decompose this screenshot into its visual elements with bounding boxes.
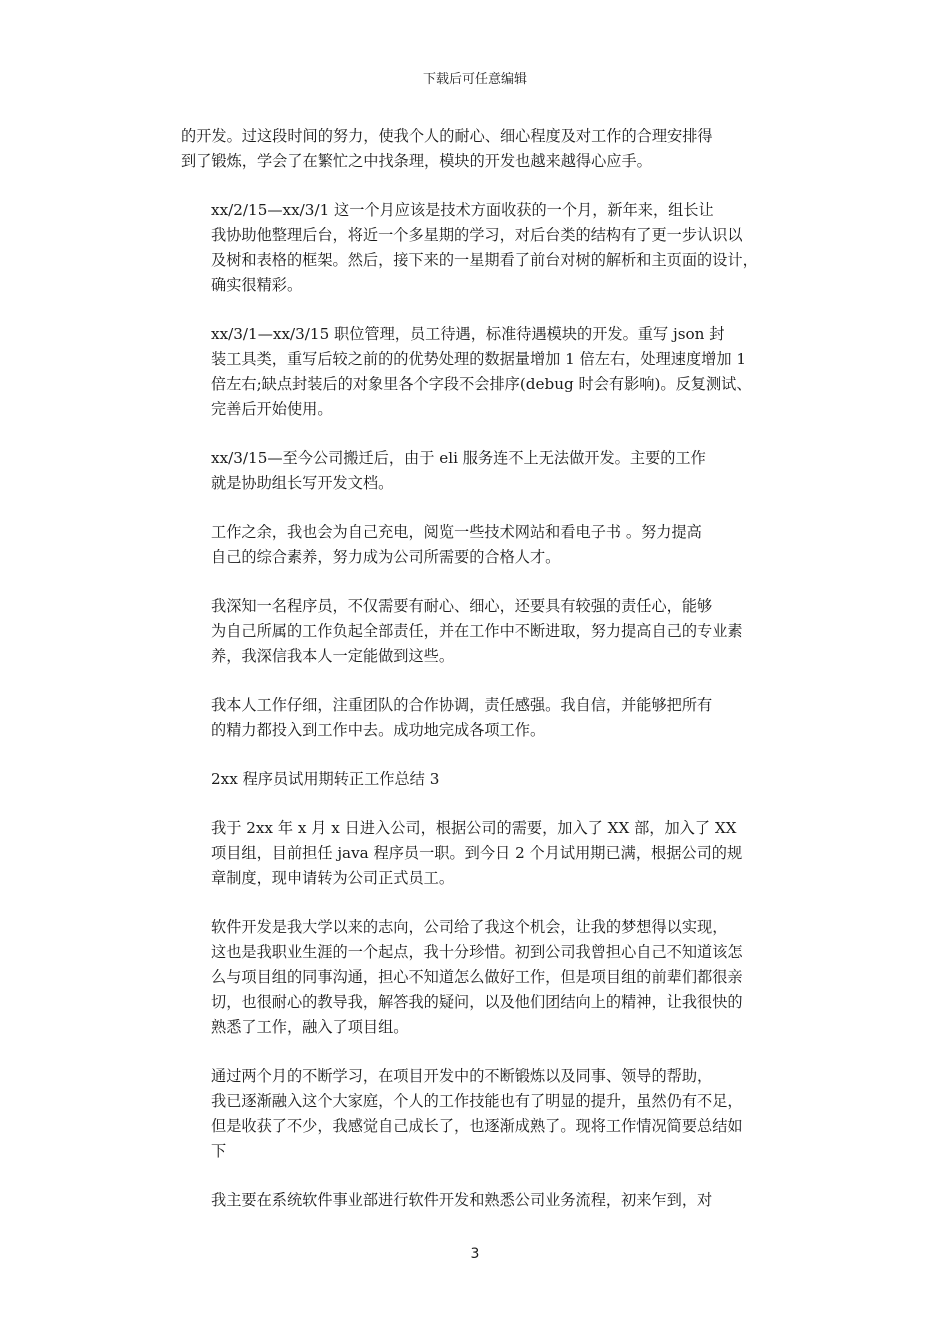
text-line: 就是协助组长写开发文档。 xyxy=(211,474,394,492)
text-line: 这也是我职业生涯的一个起点，我十分珍惜。初到公司我曾担心自己不知道该怎 xyxy=(211,943,743,961)
text-line: 养，我深信我本人一定能做到这些。 xyxy=(211,647,454,665)
paragraph xyxy=(181,1064,781,1164)
text-line: 完善后开始使用。 xyxy=(211,400,333,418)
paragraph xyxy=(181,446,781,496)
text-line: 我本人工作仔细，注重团队的合作协调，责任感强。我自信，并能够把所有 xyxy=(211,696,713,714)
text-line: 下 xyxy=(211,1142,227,1160)
text-line: 我深知一名程序员，不仅需要有耐心、细心，还要具有较强的责任心，能够 xyxy=(211,597,713,615)
text-line: 切，也很耐心的教导我，解答我的疑问，以及他们团结向上的精神，让我很快的 xyxy=(211,993,743,1011)
text-line: xx/3/1—xx/3/15 职位管理，员工待遇，标准待遇模块的开发。重写 json 封 xyxy=(211,325,725,343)
text-line: 熟悉了工作，融入了项目组。 xyxy=(211,1018,409,1036)
paragraph xyxy=(181,693,781,743)
paragraph xyxy=(181,1188,781,1213)
text-line: 我主要在系统软件事业部进行软件开发和熟悉公司业务流程，初来乍到，对 xyxy=(211,1191,713,1209)
text-line: 章制度，现申请转为公司正式员工。 xyxy=(211,869,454,887)
text-line: 为自己所属的工作负起全部责任，并在工作中不断进取，努力提高自己的专业素 xyxy=(211,622,743,640)
text-line: xx/3/15—至今公司搬迁后，由于 eli 服务连不上无法做开发。主要的工作 xyxy=(211,449,706,467)
paragraph xyxy=(181,594,781,669)
page-header: 下载后可任意编辑 xyxy=(422,72,527,87)
text-line: 的开发。过这段时间的努力，使我个人的耐心、细心程度及对工作的合理安排得 xyxy=(181,127,713,145)
paragraph xyxy=(181,520,781,570)
paragraph xyxy=(181,915,781,1040)
paragraph xyxy=(181,198,781,298)
text-line: 我协助他整理后台，将近一个多星期的学习，对后台类的结构有了更一步认识以 xyxy=(211,226,743,244)
text-line: 2xx 程序员试用期转正工作总结 3 xyxy=(211,770,440,788)
text-line: 确实很精彩。 xyxy=(211,276,303,294)
section-heading xyxy=(181,767,781,792)
text-line: 么与项目组的同事沟通，担心不知道怎么做好工作，但是项目组的前辈们都很亲 xyxy=(211,968,743,986)
paragraph xyxy=(181,124,781,174)
text-line: 软件开发是我大学以来的志向，公司给了我这个机会，让我的梦想得以实现， xyxy=(211,918,728,936)
text-line: 我已逐渐融入这个大家庭，个人的工作技能也有了明显的提升，虽然仍有不足， xyxy=(211,1092,743,1110)
paragraph xyxy=(181,816,781,891)
text-line: 到了锻炼，学会了在繁忙之中找条理，模块的开发也越来越得心应手。 xyxy=(181,152,652,170)
text-line: 自己的综合素养，努力成为公司所需要的合格人才。 xyxy=(211,548,561,566)
text-line: xx/2/15—xx/3/1 这一个月应该是技术方面收获的一个月，新年来，组长让 xyxy=(211,201,714,219)
text-line: 倍左右;缺点封装后的对象里各个字段不会排序(debug 时会有影响)。反复测试、 xyxy=(211,375,752,393)
text-line: 装工具类，重写后较之前的的优势处理的数据量增加 1 倍左右，处理速度增加 1 xyxy=(211,350,746,368)
text-line: 的精力都投入到工作中去。成功地完成各项工作。 xyxy=(211,721,546,739)
text-line: 工作之余，我也会为自己充电，阅览一些技术网站和看电子书 。努力提高 xyxy=(211,523,702,541)
text-line: 通过两个月的不断学习，在项目开发中的不断锻炼以及同事、领导的帮助， xyxy=(211,1067,713,1085)
document-body xyxy=(181,124,781,1237)
text-line: 及树和表格的框架。然后，接下来的一星期看了前台对树的解析和主页面的设计， xyxy=(211,251,758,269)
page-number: 3 xyxy=(470,1246,480,1262)
paragraph xyxy=(181,322,781,422)
text-line: 项目组，目前担任 java 程序员一职。到今日 2 个月试用期已满，根据公司的规 xyxy=(211,844,743,862)
text-line: 但是收获了不少，我感觉自己成长了，也逐渐成熟了。现将工作情况简要总结如 xyxy=(211,1117,743,1135)
text-line: 我于 2xx 年 x 月 x 日进入公司，根据公司的需要，加入了 XX 部，加入了 XX xyxy=(211,819,737,837)
